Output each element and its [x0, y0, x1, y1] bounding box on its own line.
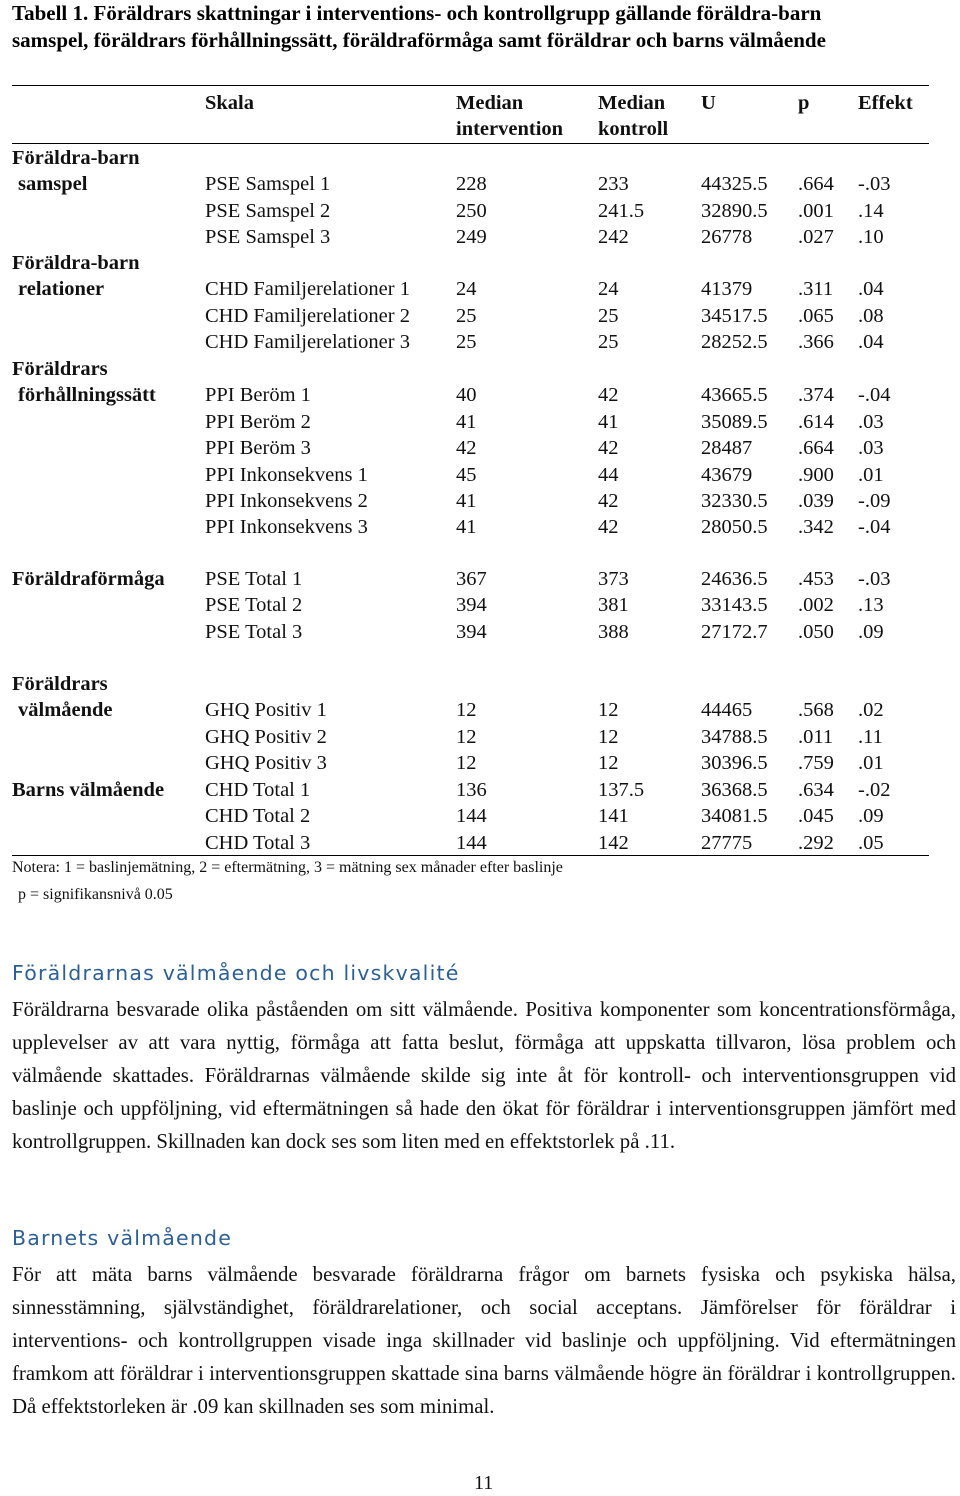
cell-u: 26778: [701, 226, 753, 249]
cell-p: .065: [798, 304, 834, 327]
cell-median-intervention: 41: [456, 490, 477, 512]
cell-effekt: .08: [858, 304, 884, 327]
cell-effekt: .03: [858, 437, 884, 460]
cell-p: .374: [798, 384, 834, 407]
table-note: Notera: 1 = baslinjemätning, 2 = eftermätning, 3 = mätning sex månader efter baslinje: [12, 859, 563, 876]
cell-effekt: .14: [858, 199, 884, 222]
cell-median-intervention: 249: [456, 226, 487, 249]
header-effekt: Effekt: [858, 92, 913, 114]
cell-p: .453: [798, 568, 834, 590]
cell-u: 36368.5: [701, 779, 768, 801]
cell-median-intervention: 12: [456, 699, 477, 722]
cell-effekt: .01: [858, 463, 884, 486]
cell-p: .011: [798, 725, 834, 748]
cell-u: 43665.5: [701, 384, 768, 407]
cell-skala: PPI Beröm 1: [205, 384, 311, 407]
section-paragraph-barn: För att mäta barns välmående besvarade föräldrarna frågor om barnets fysiska och psykiska hälsa, sinnesstämning, självständighet, föräldrarelationer, och social acceptans. Jämförelser för föräldrar i interventions- och kontrollgruppen visade inga skillnader vid baslinje och uppföljning. Vid eftermätningen framkom att föräldrar i interventionsgruppen skattade sina barns välmående högre än föräldrar i kontrollgruppen. Då effektstorleken är .09 kan skillnaden ses som minimal.: [12, 1263, 956, 1418]
cell-median-intervention: 40: [456, 384, 477, 407]
cell-median-intervention: 394: [456, 594, 487, 617]
cell-p: .001: [798, 199, 834, 222]
cell-median-kontroll: 25: [598, 304, 619, 327]
cell-u: 24636.5: [701, 568, 768, 590]
cell-u: 44465: [701, 699, 753, 722]
cell-u: 28487: [701, 437, 753, 460]
cell-effekt: -.09: [858, 490, 891, 512]
cell-effekt: .10: [858, 226, 884, 249]
cell-median-kontroll: 388: [598, 620, 629, 643]
cell-u: 41379: [701, 278, 753, 301]
cell-median-intervention: 41: [456, 516, 477, 539]
cell-skala: PPI Beröm 3: [205, 437, 311, 460]
cell-effekt: -.03: [858, 173, 891, 196]
cell-u: 32330.5: [701, 490, 768, 512]
cell-p: .311: [798, 278, 834, 301]
cell-p: .900: [798, 463, 834, 486]
cell-p: .039: [798, 490, 834, 512]
cell-p: .568: [798, 699, 834, 722]
cell-median-kontroll: 137.5: [598, 779, 645, 801]
cell-median-kontroll: 24: [598, 278, 619, 301]
cell-skala: PSE Total 2: [205, 594, 303, 617]
cell-effekt: .11: [858, 725, 883, 748]
cell-effekt: -.04: [858, 384, 891, 407]
cell-median-kontroll: 12: [598, 752, 619, 775]
cell-p: .002: [798, 594, 834, 617]
cell-median-intervention: 24: [456, 278, 477, 301]
cell-median-kontroll: 41: [598, 410, 619, 433]
cell-u: 43679: [701, 463, 753, 486]
header-median-intervention-line-1: Median: [456, 92, 524, 114]
cell-skala: PSE Samspel 2: [205, 199, 331, 222]
cell-p: .366: [798, 331, 834, 354]
cell-median-intervention: 25: [456, 331, 477, 354]
cell-median-kontroll: 12: [598, 725, 619, 748]
cell-median-kontroll: 373: [598, 568, 629, 590]
cell-median-intervention: 12: [456, 752, 477, 775]
header-median-kontroll-line-1: Median: [598, 92, 666, 114]
cell-p: .027: [798, 226, 834, 249]
cell-median-kontroll: 44: [598, 463, 619, 486]
header-median-kontroll-line-2: kontroll: [598, 118, 669, 140]
cell-u: 34517.5: [701, 304, 768, 327]
cell-effekt: .04: [858, 278, 884, 301]
group-label-line-2: samspel: [18, 173, 88, 196]
page-number: 11: [474, 1472, 494, 1494]
cell-effekt: .05: [858, 831, 884, 854]
cell-u: 28252.5: [701, 331, 768, 354]
cell-effekt: .03: [858, 410, 884, 433]
cell-median-kontroll: 42: [598, 516, 619, 539]
cell-median-intervention: 144: [456, 831, 487, 854]
cell-skala: CHD Total 3: [205, 831, 311, 854]
cell-median-intervention: 42: [456, 437, 477, 460]
cell-skala: PPI Beröm 2: [205, 410, 311, 433]
cell-skala: PSE Total 3: [205, 620, 303, 643]
cell-effekt: .02: [858, 699, 884, 722]
group-label: Föräldra-barn: [12, 252, 140, 274]
group-label-line-2: välmående: [18, 699, 113, 722]
cell-median-kontroll: 142: [598, 831, 629, 854]
cell-skala: GHQ Positiv 3: [205, 752, 327, 775]
header-u: U: [701, 92, 716, 114]
cell-effekt: .09: [858, 805, 884, 828]
cell-median-intervention: 25: [456, 304, 477, 327]
cell-median-intervention: 367: [456, 568, 487, 590]
cell-median-kontroll: 42: [598, 490, 619, 512]
cell-median-kontroll: 233: [598, 173, 629, 196]
cell-u: 34788.5: [701, 725, 768, 748]
group-label: Barns välmående: [12, 779, 165, 801]
cell-median-kontroll: 242: [598, 226, 629, 249]
table-caption-line-2: samspel, föräldrars förhållningssätt, föräldraförmåga samt föräldrar och barns välmående: [12, 28, 826, 52]
cell-u: 33143.5: [701, 594, 768, 617]
cell-skala: GHQ Positiv 2: [205, 725, 327, 748]
cell-u: 34081.5: [701, 805, 768, 828]
cell-skala: CHD Familjerelationer 3: [205, 331, 410, 354]
cell-skala: PPI Inkonsekvens 3: [205, 516, 368, 539]
cell-skala: PSE Samspel 3: [205, 226, 331, 249]
section-paragraph: Föräldrarna besvarade olika påståenden om sitt välmående. Positiva komponenter som koncentrationsförmåga, upplevelser av att vara nyttig, förmåga att fatta beslut, förmåga att uppskatta tillvaron, lösa problem och välmående skattades. Föräldrarnas välmående skilde sig inte åt för kontroll- och interventionsgruppen vid baslinje och uppföljning, vid eftermätningen så hade den ökat för föräldrar i interventionsgruppen jämfört med kontrollgruppen. Skillnaden kan dock ses som liten med en effektstorlek på .11.: [12, 998, 956, 1153]
cell-u: 35089.5: [701, 410, 768, 433]
cell-skala: CHD Total 2: [205, 805, 311, 828]
cell-p: .664: [798, 173, 834, 196]
cell-median-intervention: 250: [456, 199, 487, 222]
cell-median-kontroll: 381: [598, 594, 629, 617]
cell-effekt: -.02: [858, 779, 891, 801]
cell-effekt: .04: [858, 331, 884, 354]
cell-skala: PPI Inkonsekvens 1: [205, 463, 368, 486]
group-label-line-2: relationer: [18, 278, 105, 301]
cell-u: 32890.5: [701, 199, 768, 222]
header-p: p: [798, 92, 810, 114]
cell-p: .759: [798, 752, 834, 775]
cell-effekt: .13: [858, 594, 884, 617]
cell-median-intervention: 144: [456, 805, 487, 828]
cell-median-kontroll: 42: [598, 437, 619, 460]
cell-effekt: -.03: [858, 568, 891, 590]
cell-p: .664: [798, 437, 834, 460]
cell-median-intervention: 41: [456, 410, 477, 433]
cell-effekt: .09: [858, 620, 884, 643]
cell-median-intervention: 12: [456, 725, 477, 748]
cell-median-intervention: 136: [456, 779, 487, 801]
table-note-significance: p = signifikansnivå 0.05: [18, 886, 173, 903]
cell-u: 28050.5: [701, 516, 768, 539]
cell-p: .634: [798, 779, 834, 801]
group-label: Föräldrars: [12, 358, 108, 380]
cell-u: 27775: [701, 831, 753, 854]
cell-skala: CHD Familjerelationer 2: [205, 304, 410, 327]
cell-skala: CHD Total 1: [205, 779, 311, 801]
header-skala: Skala: [205, 92, 254, 114]
cell-median-kontroll: 141: [598, 805, 629, 828]
cell-median-intervention: 394: [456, 620, 487, 643]
cell-median-kontroll: 25: [598, 331, 619, 354]
group-label: Föräldrars: [12, 673, 108, 695]
cell-skala: PPI Inkonsekvens 2: [205, 490, 368, 512]
cell-skala: PSE Total 1: [205, 568, 303, 590]
section-heading: Föräldrarnas välmående och livskvalité: [12, 961, 460, 985]
group-label: Föräldraförmåga: [12, 568, 165, 590]
cell-median-intervention: 45: [456, 463, 477, 486]
cell-p: .342: [798, 516, 834, 539]
table-header-rule: [12, 143, 929, 144]
cell-u: 30396.5: [701, 752, 768, 775]
cell-median-kontroll: 42: [598, 384, 619, 407]
cell-median-kontroll: 241.5: [598, 199, 645, 222]
header-median-intervention-line-2: intervention: [456, 118, 564, 140]
cell-effekt: -.04: [858, 516, 891, 539]
cell-p: .292: [798, 831, 834, 854]
cell-p: .050: [798, 620, 834, 643]
table-caption-line-1: Tabell 1. Föräldrars skattningar i interventions- och kontrollgrupp gällande föräldra-barn: [12, 1, 822, 25]
cell-p: .045: [798, 805, 834, 828]
section-heading-barn: Barnets välmående: [12, 1226, 233, 1250]
cell-median-intervention: 228: [456, 173, 487, 196]
cell-median-kontroll: 12: [598, 699, 619, 722]
cell-u: 44325.5: [701, 173, 768, 196]
group-label: Föräldra-barn: [12, 147, 140, 169]
group-label-line-2: förhållningssätt: [18, 384, 156, 407]
cell-u: 27172.7: [701, 620, 768, 643]
cell-p: .614: [798, 410, 834, 433]
cell-skala: PSE Samspel 1: [205, 173, 331, 196]
cell-effekt: .01: [858, 752, 884, 775]
table-top-rule: [12, 85, 929, 86]
cell-skala: GHQ Positiv 1: [205, 699, 327, 722]
cell-skala: CHD Familjerelationer 1: [205, 278, 410, 301]
